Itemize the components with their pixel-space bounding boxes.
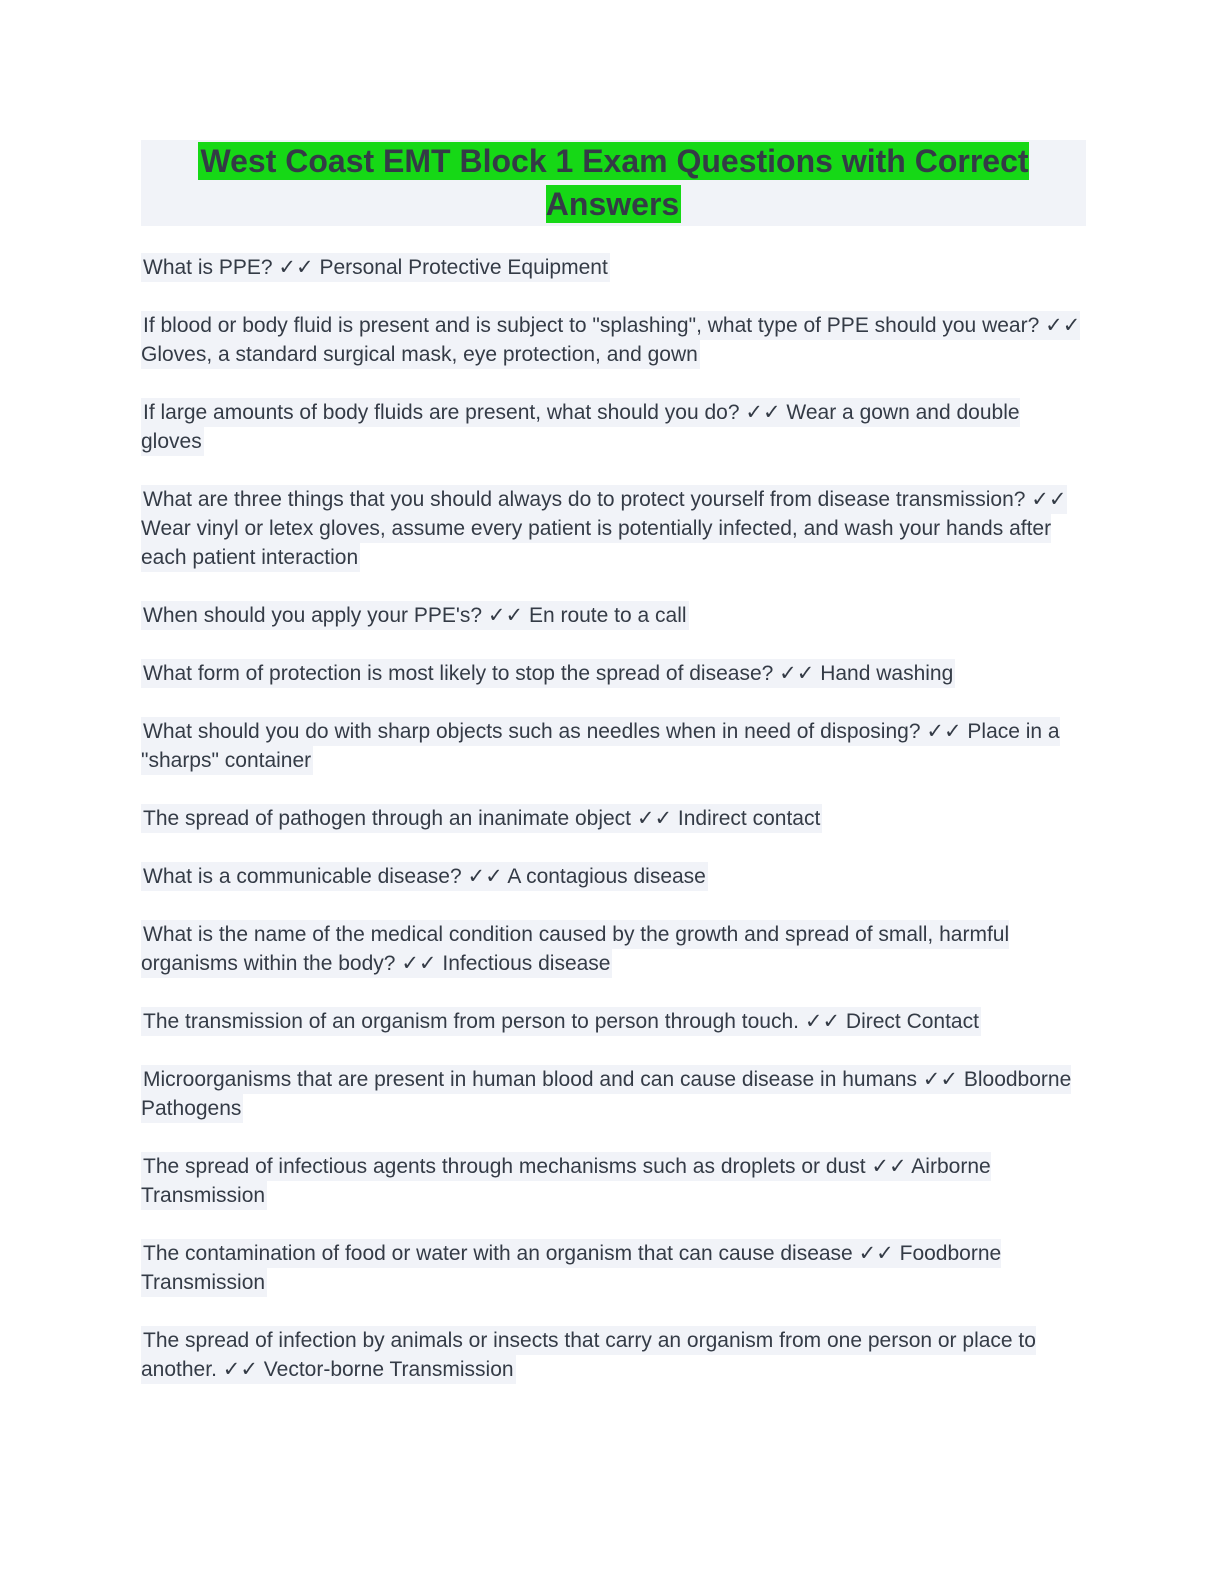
qa-item [141,1065,1086,1123]
question-text: The transmission of an organism from person to person through touch. [143,1010,800,1033]
qa-text-highlight [141,1007,981,1036]
qa-item [141,717,1086,775]
title-green-highlight: West Coast EMT Block 1 Exam Questions with Correct Answers [200,143,1029,222]
answer-text: Wear a gown and double gloves [141,401,1020,453]
qa-item [141,659,1086,688]
question-text: The spread of infectious agents through mechanisms such as droplets or dust [143,1155,866,1178]
qa-text-highlight [141,804,822,833]
question-text: What is PPE? [143,256,273,279]
double-checkmark-icon: ✓✓ [1031,487,1067,511]
qa-text-highlight [141,920,1009,978]
qa-item [141,1152,1086,1210]
qa-text-highlight [141,1152,991,1210]
answer-text: A contagious disease [507,865,706,888]
qa-item [141,804,1086,833]
question-text: What should you do with sharp objects such as needles when in need of disposing? [143,720,921,743]
answer-text: Personal Protective Equipment [319,256,608,279]
answer-text: Foodborne Transmission [141,1242,1002,1294]
double-checkmark-icon: ✓✓ [1045,313,1081,337]
answer-text: Bloodborne Pathogens [141,1068,1072,1120]
answer-text: Airborne Transmission [141,1155,991,1207]
qa-text-highlight [141,1239,1001,1297]
answer-text: En route to a call [528,604,687,627]
double-checkmark-icon: ✓✓ [858,1241,894,1265]
question-text: If large amounts of body fluids are present, what should you do? [143,401,740,424]
qa-text-highlight [141,398,1020,456]
page-title [141,140,1086,226]
double-checkmark-icon: ✓✓ [401,951,437,975]
answer-text: Place in a "sharps" container [141,720,1060,772]
question-text: The spread of infection by animals or insects that carry an organism from one person or place to another. [141,1329,1036,1381]
double-checkmark-icon: ✓✓ [779,661,815,685]
qa-text-highlight [141,659,955,688]
answer-text: Direct Contact [845,1010,979,1033]
qa-item [141,862,1086,891]
question-text: Microorganisms that are present in human blood and can cause disease in humans [143,1068,917,1091]
question-text: When should you apply your PPE's? [143,604,483,627]
qa-item [141,311,1086,369]
question-text: The spread of pathogen through an inanimate object [143,807,632,830]
qa-text-highlight [141,253,610,282]
answer-text: Wear vinyl or letex gloves, assume every patient is potentially infected, and wash your hands after each patient interaction [141,517,1052,569]
qa-text-highlight [141,1065,1071,1123]
qa-item [141,485,1086,572]
qa-item [141,601,1086,630]
qa-item [141,920,1086,978]
double-checkmark-icon: ✓✓ [926,719,962,743]
double-checkmark-icon: ✓✓ [222,1357,258,1381]
answer-text: Indirect contact [677,807,821,830]
double-checkmark-icon: ✓✓ [745,400,781,424]
question-text: If blood or body fluid is present and is subject to "splashing", what type of PPE should you wear? [143,314,1040,337]
qa-text-highlight [141,717,1060,775]
qa-text-highlight [141,311,1080,369]
question-text: What is a communicable disease? [143,865,462,888]
double-checkmark-icon: ✓✓ [922,1067,958,1091]
answer-text: Vector-borne Transmission [263,1358,514,1381]
answer-text: Hand washing [820,662,954,685]
question-text: The contamination of food or water with an organism that can cause disease [143,1242,853,1265]
qa-text-highlight [141,1326,1036,1384]
qa-text-highlight [141,601,689,630]
double-checkmark-icon: ✓✓ [804,1009,841,1033]
document-content [141,140,1086,1413]
question-text: What are three things that you should always do to protect yourself from disease transmission? [143,488,1026,511]
qa-text-highlight [141,485,1067,572]
double-checkmark-icon: ✓✓ [487,603,524,627]
qa-text-highlight [141,862,708,891]
qa-item [141,1239,1086,1297]
qa-item [141,398,1086,456]
qa-item [141,1007,1086,1036]
double-checkmark-icon: ✓✓ [278,255,314,279]
qa-list [141,253,1086,1384]
double-checkmark-icon: ✓✓ [467,864,503,888]
answer-text: Gloves, a standard surgical mask, eye protection, and gown [141,343,698,366]
qa-item [141,253,1086,282]
double-checkmark-icon: ✓✓ [636,806,673,830]
double-checkmark-icon: ✓✓ [871,1154,907,1178]
question-text: What is the name of the medical condition caused by the growth and spread of small, harmful organisms within the body? [141,923,1010,975]
qa-item [141,1326,1086,1384]
answer-text: Infectious disease [442,952,611,975]
question-text: What form of protection is most likely to stop the spread of disease? [143,662,774,685]
